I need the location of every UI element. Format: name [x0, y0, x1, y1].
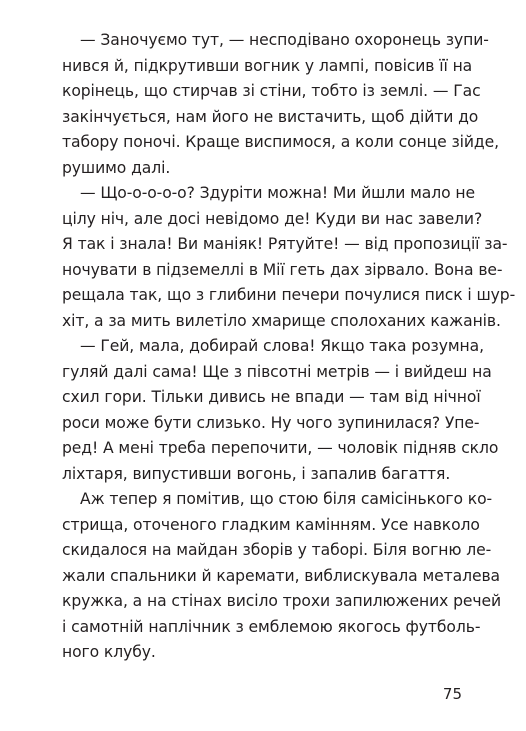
text-line: роси може бути слизько. Ну чого зупинилася? Упе-: [62, 413, 480, 432]
text-line: ночувати в підземеллі в Мії геть дах зірвало. Вона ве-: [62, 260, 503, 279]
text-line: стрища, оточеного гладким камінням. Усе навколо: [62, 515, 480, 534]
text-line: рещала так, що з глибини печери почулися писк і шур-: [62, 286, 516, 304]
text-line: цілу ніч, але досі невідомо де! Куди ви нас завели?: [62, 209, 483, 228]
text-line: рушимо далі.: [62, 158, 171, 177]
paragraph-2: [62, 181, 516, 334]
text-line: Я так і знала! Ви маніяк! Рятуйте! — від пропозиції за-: [62, 235, 508, 253]
text-line: Аж тепер я помітив, що стою біля самісінького ко-: [80, 490, 493, 508]
text-line: — Що-о-о-о-о? Здуріти можна! Ми йшли мало не: [80, 184, 475, 202]
text-line: гуляй далі сама! Ще з півсотні метрів — і вийдеш на: [62, 362, 492, 381]
text-line: кружка, а на стінах висіло трохи запилюжених речей: [62, 592, 502, 610]
text-line: ліхтаря, випустивши вогонь, і запалив багаття.: [62, 464, 451, 483]
text-line: закінчується, нам його не вистачить, щоб дійти до: [62, 107, 479, 126]
text-line: ного клубу.: [62, 643, 156, 661]
text-line: скидалося на майдан зборів у таборі. Біля вогню ле-: [62, 541, 492, 559]
paragraph-1: [62, 28, 499, 181]
text-line: схил гори. Тільки дивись не впади — там від нічної: [62, 388, 481, 406]
text-line: табору поночі. Краще виспимося, а коли сонце зійде,: [62, 133, 499, 151]
page-body-text: [62, 28, 516, 666]
paragraph-3: [62, 334, 499, 487]
text-line: корінець, що стирчав зі стіни, тобто із землі. — Гас: [62, 82, 481, 100]
text-line: — Гей, мала, добирай слова! Якщо така розумна,: [80, 337, 484, 355]
text-line: і самотній наплічник з емблемою якогось футболь-: [62, 617, 481, 636]
page-number: 75: [442, 685, 462, 703]
text-line: хіт, а за мить вилетіло хмарище сполоханих кажанів.: [62, 311, 501, 330]
text-line: — Заночуємо тут, — несподівано охоронець зупи-: [80, 31, 489, 49]
text-line: жали спальники й каремати, виблискувала металева: [62, 566, 500, 585]
text-line: нився й, підкрутивши вогник у лампі, повісив її на: [62, 56, 473, 75]
text-line: ред! А мені треба перепочити, — чоловік підняв скло: [62, 439, 499, 457]
paragraph-4: [62, 487, 502, 666]
